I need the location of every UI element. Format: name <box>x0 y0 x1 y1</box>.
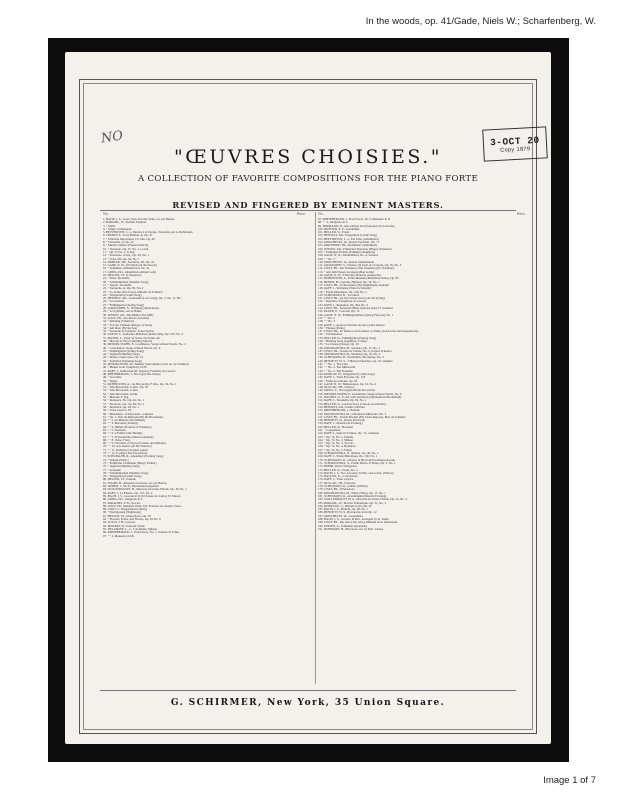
entry-title: 105. KIRCHNER, TH., Albumblatt (Albumleaf) <box>318 244 378 248</box>
entry-title: 39. MENDELSSOHN, F., Confidence. Songs without Words. No. 4 <box>103 343 186 347</box>
entry-title: 61. " No. 1. Près du Ruisseau (By the Brookside) <box>103 415 163 419</box>
entry-title: 35. " Serenade de Schubert. Transcription <box>103 330 154 334</box>
entry-title: 185. BACH, J. S., Prelude, Op. 48, No. 1 <box>318 508 369 512</box>
entry-title: 155. RHEINBERGER, J., Ballade <box>318 409 360 413</box>
entry-title: 169. RAFF, J., Etude Mélodique, Op. 130, No. 1 <box>318 455 378 459</box>
entry-title: 66. " " 6. L'Ermite (The Hermit) <box>103 432 143 436</box>
entry-title: 51. RUBINSTEIN, A., 1re Barcarolle, F min., Op. 30, No. 1 <box>103 382 177 386</box>
entry-title: 97. RHEINBERGER, J., Four Pieces. No 3, Menuetto in D <box>318 218 391 221</box>
entry-title: 115. RUBINSTEIN, A., Polka Bohème (Bohemian Polka), Op. 82 <box>318 277 399 281</box>
entry-title: 18. HELLER, ST., Il Penseroso <box>103 274 142 278</box>
entry-title: 93. LULLY, J. B., Gavotte <box>103 521 136 525</box>
entry-title: 4. " Tempo di Menuetto <box>103 227 132 231</box>
left-price-heading: Price. <box>297 212 306 216</box>
entry-title: 162. RAFF, J., Suite in E minor, Op. 72, complete <box>318 432 379 436</box>
entry-title: 62. " " 2. Le Menuet (The Minuet) <box>103 419 146 423</box>
entry-title: 9. " Marche funèbre (Funeral March) <box>103 244 149 248</box>
entry-title: 87. PARADIES, P. D., Toccata <box>103 501 141 505</box>
entry-title: 78. " Schlummerlied (Slumber Song) <box>103 471 149 475</box>
entry-title: 102. HENSELT, AD., Wiegenlied (Cradle Song) <box>318 234 377 238</box>
entry-title: 1. BACH, J. S., Loure from 3d Cello Suite, arr. par Heinze <box>103 218 175 221</box>
entry-title: 42. " Jagdlied (Hunting Song) <box>103 353 140 357</box>
entry-title: 17. GRIEG, ED., Albumblatt (Album Leaf) <box>103 270 157 274</box>
right-price-heading: Price. <box>517 212 526 216</box>
entry-title: 187. MOSCHELES, IG., Gondellied <box>318 514 363 518</box>
entry-title: 49. " Toccatina <box>103 376 122 380</box>
entry-title: 112. LISZT, FR., Der Wanderer (The Wanderer) (Fr. Schubert) <box>318 267 395 271</box>
entry-title: 132. " Enchantation <box>318 333 343 337</box>
entry-title: 26. " La Gondola <box>103 300 125 304</box>
catalog-entry <box>103 535 312 538</box>
left-number-heading: No. <box>103 212 109 216</box>
entry-title: 117. LISZT, FR., Le Rossignol (The Nightingale) Alabieff <box>318 283 390 287</box>
entry-title: 180. MOSZKOWSKI, M., Waltz (Valse), Op. 15, No. 1 <box>318 491 386 495</box>
entry-title: 58. " Romance, Op. 44, No. 1 <box>103 405 140 409</box>
entry-title: 184. REINECKE, C., Ballade in Ab, Op. 20 <box>318 504 372 508</box>
entry-title: 12. " Polonaise, A maj., Op. 40, No. 1 <box>103 254 150 258</box>
top-rule <box>100 210 516 211</box>
entry-title: 11. " Op. 37 No. 2, G maj. <box>103 250 136 254</box>
entry-title: 189. LISZT, FR., Der Asra (The Asra), Mélodie de A. Rubinstein <box>318 521 398 525</box>
entry-title: 129. RAFF, J., Aprés le matches de solo (After sunset) <box>318 323 385 327</box>
image-counter: Image 1 of 7 <box>543 775 596 786</box>
entry-title: 88. LISZT, FR., Maiden's Wish. Chr. Polonais de Chopin. Trans. <box>103 504 182 508</box>
entry-title: 41. " Frühlingslied (Spring Song) <box>103 349 144 353</box>
entry-title: 99. HOFMANN, H., Aus schöner Zeit (Potpourri du Souvenir) <box>318 224 395 228</box>
entry-title: 67. " " 7. El Dachtarma (Mauro-Oriental) <box>103 435 154 439</box>
entry-title: 56. " Romance, Eb, Op. 44, No. 1 <box>103 399 145 403</box>
entry-title: 57. " Nocturne, Gb, Op. 69, No. 2 <box>103 402 145 406</box>
catalog-right-column <box>318 218 532 686</box>
entry-title: 130. " Fileuse (Polka) <box>318 326 345 330</box>
entry-title: 157. LISZT, FR., Sei Du Frieden (My Sweet Repose), Mél. de Schubert <box>318 415 406 419</box>
entry-title: 156. MOSZKOWSKI, M., 2 Moments Musicaux, No. 2 <box>318 412 387 416</box>
right-number-heading: No. <box>318 212 324 216</box>
entry-title: 116. HUBER, H., Gavotte, Humour, Op. 14, No. 1 <box>318 280 380 284</box>
entry-title: 85. BACH, J. S., Gavotte in D (3d Sonata for Cello). W. Mason <box>103 494 181 498</box>
entry-title: 179. LISZT, FR., Il Penseroso <box>318 488 355 492</box>
entry-title: 71. " " 11. Romance (To meet again) <box>103 448 148 452</box>
entry-title: 33. " Lob der Thränen (Eulogy of Tears) <box>103 323 153 327</box>
entry-title: 122. " Rigoletto. Paraphrase de Concert <box>318 300 367 304</box>
entry-title: 82. WEBER, C. M. de, Mouvement perpétuel <box>103 485 159 489</box>
entry-title: 114. GADE, N. W., Scherzino, Bourrée (Aquarelle) <box>318 274 381 278</box>
entry-title: 171. SCHARWENKA, X., Polish Dance, E minor, Op. 3, No. 1 <box>318 461 396 465</box>
entry-title: 13. " Valse, Db, Op. 64, No. 1 <box>103 257 140 261</box>
entry-title: 147. GADE, N. W., Humoresque, Op. 19, No. 4 <box>318 382 377 386</box>
entry-title: 137. LISZT, FR., Soirées de Vienne, No. 6, d'après Schubert <box>318 349 392 353</box>
collection-title: "ŒUVRES CHOISIES." <box>173 146 442 168</box>
catalog-entry <box>318 528 532 531</box>
entry-title: 98. " " 4, Allegretto in A <box>318 221 348 225</box>
entry-title: 174. BACH, J. S., Two Gavottes, D min. and G min. (Wilson) <box>318 471 394 475</box>
entry-title: 164. " Op. 72, No. 2, Minuet <box>318 438 354 442</box>
entry-title: 43. " Rondo Capriccioso, Op. 14 <box>103 356 143 360</box>
entry-title: 134. " Hunting Song (Jagdlied), E major <box>318 339 368 343</box>
entry-title: 96. RHEINBERGER, J., Four Pieces, No. 1, Scherzo in F min. <box>103 531 180 535</box>
entry-title: 111. JADASSOHN, S., Scherzo (In form of a Canon), Op. 35, No. 3 <box>318 264 402 268</box>
entry-title: 103. BEETHOVEN, L. v., Für Elise (Albumblatt) <box>318 237 379 241</box>
catalog-left-column <box>103 218 312 686</box>
entry-title: 124. LISZT, FR., Serenade (Hark, hark the lark), Fr. Schubert <box>318 307 394 311</box>
entry-title: 55. " Mélodie, F maj. <box>103 396 130 400</box>
entry-title: 8. " Tarantelle, A; Op. 43 <box>103 241 134 245</box>
entry-title: 138. MOSZKOWSKI, M., Mazurka, Op. 10, No. 3 <box>318 353 381 357</box>
entry-title: 101. HELLER, St., Etude <box>318 231 350 235</box>
entry-title: 54. " 4me Barcarolle, A min. <box>103 392 138 396</box>
entry-title: 53. " 3me Barcarolle, G min. <box>103 389 139 393</box>
entry-title: 72. " " 12. Cortège (The Procession) <box>103 452 148 456</box>
entry-title: 158. BENNETT, W., Rondo Piacevole <box>318 419 365 423</box>
entry-title: 100. RICHTER, E. F., Gondellied <box>318 227 360 231</box>
entry-title: 128. " " No. 3 <box>318 320 335 324</box>
entry-title: 29. " La Sylphide, Air de Ballet <box>103 310 142 314</box>
entry-title: 23. " La Truite (The Trout), Mélodie de Schubert <box>103 290 163 294</box>
entry-title: 144. KJERULF, H., Wiegenlied (Cradle Song) <box>318 372 375 376</box>
entry-title: 59. " Valse Caprice, Eb <box>103 409 132 413</box>
entry-title: 175. HALLER, St., L'Avalanche <box>318 475 358 479</box>
entry-title: 16. " Sylphiden (Albumleaves, No. 2) <box>103 267 150 271</box>
entry-title: 92. " Flowers, Fruits, and Thorns, Op. 82 No. 9 <box>103 518 161 522</box>
entry-title: 94. MOZART, W., Pastoral Variée <box>103 524 145 528</box>
entry-title: 30. JENSEN, AD., Die Mühle (The Mill) <box>103 313 154 317</box>
entry-title: 107. " Erlkönigs Töchter (Erlking's Daughters) <box>318 250 376 254</box>
entry-title: 40. " Consolation. Songs without Words. No. 9 <box>103 346 161 350</box>
entry-title: 15. GADE, N. W., Im Walde (In the Woods) <box>103 264 157 268</box>
publisher-line: G. SCHIRMER, New York, 35 Union Square. <box>170 698 446 708</box>
entry-title: 27. " Frühlingslied (Spring Song) <box>103 303 144 307</box>
entry-title: 104. MOSCHELES, IG., Rondo Espressif, Op. 71 <box>318 241 380 245</box>
entry-title: 159. RAFF, J., Abends (At Evening) <box>318 422 363 426</box>
entry-title: 118. RAFF, J., Sicilienne (Suite in Sixtieth) <box>318 287 371 291</box>
entry-title: 176. RAFF, J., Valse Caprice <box>318 478 354 482</box>
entry-title: 20. " Schlummerlied (Slumber Song) <box>103 280 149 284</box>
entry-title: 83. WOLLENHAUPT, H., Morceau en forme d'Étude, Op. 39, No. 1 <box>103 488 187 492</box>
entry-title: 31. LISZT, FR., Ave Maria (Arcadelt) <box>103 316 150 320</box>
entry-title: 44. " Spinnlied (Spinning Song) <box>103 359 143 363</box>
entry-title: 110. MOSCHELES, IG., Rondo Sentimentale <box>318 260 374 264</box>
entry-title: 36. LOEWE C., Indisches Mädchen (Indian Tale), Op. 107, No. 2 <box>103 333 184 337</box>
entry-title: 178. SCHUMANN, R., Grillen (Whims) <box>318 485 368 489</box>
entry-title: 97. " " 2, Menuetto in Db <box>103 534 134 538</box>
entry-title: 7. " Fantaisie Impromptu, C#, min. Op. 66 <box>103 237 155 241</box>
entry-title: 70. " " 10. A la fenêtre (At the Window) <box>103 445 152 449</box>
entry-title: 148. KULLAK, TH., Scherzo <box>318 386 355 390</box>
entry-price <box>296 535 312 538</box>
entry-title: 24. " Wiegenlied (Cradle Song) <box>103 293 142 297</box>
entry-title: 191. HOFMANN, H., Barcarole, Arr. by Rob. Chafee <box>318 527 384 531</box>
scanned-page <box>48 38 569 762</box>
entry-title: 173. HELLER, St., Etude, No. 5 <box>318 468 358 472</box>
entry-title: 172. BOHM, Dance Villageoise <box>318 465 357 469</box>
title-page <box>65 52 551 744</box>
entry-title: 152. RAFF, J., Tarantella, Op. 82, No. 1 <box>318 399 367 403</box>
entry-title: 149. GRIEG, E., Norwegian Bridal Procession <box>318 389 375 393</box>
entry-title: 186. BENNETT, W. S., Barcarolle, from Op. 12 <box>318 511 377 515</box>
entry-title: 74. " Warum (Why?) <box>103 458 129 462</box>
entry-title: 10. " Nocturne, Op. 37, No. 1, G min. <box>103 247 150 251</box>
entry-title: 125. PAUER, E., Cascade, Op. 13 <box>318 310 360 314</box>
entry-title: 113. " Auf dem Wasser zu singen (Barcarolle) <box>318 270 374 274</box>
entry-title: 65. " " 5. Sentando <box>103 429 126 432</box>
entry-title: 76. " Jagdlied (Hunting Song) <box>103 465 140 469</box>
entry-title: 21. " Napoli, Tarantelle <box>103 283 132 287</box>
entry-title: 161. " Coquetterie <box>318 429 341 432</box>
entry-title: 167. " Op. 72, No. 5, Fugue <box>318 448 352 452</box>
entry-title: 34. " Am Meer (By the Sea) <box>103 326 138 330</box>
entry-title: 141. " " No. 1. The Lake <box>318 363 348 367</box>
entry-title: 95. DELAHAYE, L. L., Colombine, Minuet <box>103 527 157 531</box>
entry-title: 25. HENSELT, AD., Liebeslied (Love Song), Op. 5, No. 11, Bb <box>103 297 181 301</box>
entry-title: 188. BACH, J. S., Gavotte, B min., Arranged by St. Saëns <box>318 518 389 522</box>
entry-title: 75. " Fröhlicher Landmann (Happy Farmer) <box>103 461 157 465</box>
entry-title: 6. CHOPIN, F., Trois Ballade, A; Op. 47 <box>103 234 153 238</box>
document-caption: In the woods, op. 41/Gade, Niels W.; Scharfenberg, W. <box>365 16 596 27</box>
entry-title: 153. HELLER, St., Curious Story (Curiose Geschichte) <box>318 402 386 406</box>
entry-title: 46. " Minuet from Symphony, in Eb <box>103 366 147 370</box>
entry-title: 181. SCHUMANN, R., Abendmusik (Musical Evening) <box>318 494 387 498</box>
entry-title: 145. RAFF, J., Valse Favorite, Op. 118 <box>318 376 366 380</box>
entry-title: 64. " " 4. Hallali (Flourish of Trumpets) <box>103 425 152 429</box>
entry-title: 14. DOHLER, TH., Nocturne, Db, Op. 24 <box>103 260 155 264</box>
handwritten-mark: NO <box>100 128 124 147</box>
entry-title: 77. " Arabeske <box>103 468 121 472</box>
entry-title: 108. GADE, N. W., Albumblätter, No. 4, Scherzo <box>318 254 379 258</box>
entry-title: 19. " Petite Tarantelle <box>103 277 130 281</box>
entry-title: 38. " Marche de Noce (Wedding March) <box>103 339 153 343</box>
entry-title: 48. RHEINBERGER, J., Die Jagd (The Chase) <box>103 372 161 376</box>
entry-title: 126. GADE, N. W., Frühlingsblumen (Spring Flowers), No. 1 <box>318 313 394 317</box>
entry-title: 131. LISZT, FR., O! Wenn es doch immer so bliebe (Gold is the field beneath me) <box>318 330 419 334</box>
entry-title: 146. " Polka de la Reine, Op. 95 <box>318 379 358 383</box>
entry-title: 106. JENSEN, AD., Fröhlicher Wanderer (Happy Wanderer) <box>318 247 392 251</box>
entry-title: 140. BENNETT, W. S., 3 Musical Sketches, Op. 10 complete <box>318 359 393 363</box>
entry-title: 170. SCHUMANN, R., Scherzo in Bb from Faschingsschwank <box>318 458 395 462</box>
entry-title: 89. VOGT, J., Wiegenlied (Lullaby) <box>103 508 147 512</box>
entry-title: 86. GRIEG, ED., Allegretto in C <box>103 498 143 502</box>
bottom-rule <box>100 690 516 691</box>
entry-title: 22. " Tarantelle, A; Op. 85, No. 2 <box>103 287 144 291</box>
entry-title: 28. JADASSOHN, S., Widmung (Dedication) <box>103 307 160 311</box>
stamp-date: 3-OCT 20 <box>489 134 540 148</box>
entry-title: 63. " " 3. Berceuse (Lullaby) <box>103 422 139 426</box>
entry-title: 50. " Fugue <box>103 379 118 383</box>
entry-title: 79. " Wiegenlied (Cradle Song) <box>103 475 142 479</box>
entry-title: 135. " La Chasse (Chase), Op. 29 <box>318 343 359 347</box>
entry-title: 136. MOSZKOWSKI, M., Serenata, Op. 15, No. 1 <box>318 346 380 350</box>
entry-title: 177. KULLAK, TH., Pastorale <box>318 481 356 485</box>
entry-title: 5. BEETHOVEN, L. v., Marche à la Turque. Transcrite par A. Rubinstein <box>103 231 193 235</box>
entry-title: 150. MENDELSSOHN, F., Gondellied. Songs without Words, No. 6 <box>318 392 402 396</box>
entry-price <box>516 528 532 531</box>
entry-title: 32. " Erlkönig (Schubert) <box>103 320 134 324</box>
entry-title: 80. HELLER, ST., Prelude <box>103 478 136 482</box>
collection-subtitle: A COLLECTION OF FAVORITE COMPOSITIONS FOR THE PIANO FORTE <box>137 174 479 184</box>
entry-title: 3. " Idylle <box>103 224 116 228</box>
entry-title: 168. SCHARWENKA, X., Minuet, Op. 49, No. 1 <box>318 452 379 456</box>
entry-title: 123. RAFF, J., Rigaudon, Op. 204, No. 3 <box>318 303 368 307</box>
entry-title: 69. " " 9. Chevalier et Payse (Cavalier and Maiden) <box>103 442 166 446</box>
entry-title: 84. RAFF, J., La Fileuse, Op. 157, No. 2 <box>103 491 153 495</box>
entry-title: 190. JENSEN, A., Schnellen (Serenade) <box>318 524 367 528</box>
entry-title: 90. " Nachtgesang (Nightsong) <box>103 511 141 515</box>
entry-title: 68. " " 8. Valse, F maj. <box>103 438 131 442</box>
entry-title: 47. RAFF, J., Tambourin (R. Wagner), Fantaisie de Concert <box>103 369 176 373</box>
entry-title: 119. " Etude Mélodique, Op. 130, No. 2 <box>318 290 367 294</box>
entry-title: 120. SCHUMANN, R., Toccatina <box>318 293 360 297</box>
entry-title: 154. HENSELT, AD., Poème d'Amour <box>318 405 365 409</box>
entry-title: 52. " 2me Barcarolle, G min., Op. 50 <box>103 386 149 390</box>
revised-note: REVISED AND FINGERED BY EMINENT MASTERS. <box>172 200 444 210</box>
stamp-copy: Copy 1879 <box>500 145 531 154</box>
entry-title: 143. " " No. 3. The Fountain <box>318 369 353 373</box>
entry-title: 166. " Op. 72, No. 4, Romance <box>318 445 356 449</box>
entry-title: 160. HELLER, St., Brooklet <box>318 425 353 429</box>
entry-title: 183. BARGIEL, W., Marche Fantastique, Op. 31, No. 3 <box>318 501 386 505</box>
entry-title: 151. HANDEL, G. F., Air with Variations (Harmonious Blacksmith) <box>318 396 402 400</box>
entry-title: 73. SCHUMANN, R., Abendlied (Evening Song) <box>103 455 164 459</box>
entry-title: 133. HELLER, St., Frühlingslied (Spring Song) <box>318 336 377 340</box>
entry-title: 2. BARGIEL, W., Premier Papillon <box>103 221 147 225</box>
entry-title: 81. TOURS, B., Allegretto Grazioso, arr. par Barnes <box>103 481 167 485</box>
entry-title: 182. WOLLENHAUPT, H. A., Morceau en forme d'Étude, Op. 22, No. 4 <box>318 498 407 502</box>
entry-title: 37. MAYER, C., Fleur de Salon, Nocturne, Ab <box>103 336 160 340</box>
entry-title: 127. " " No. 2 <box>318 316 335 320</box>
entry-title: 45. MOSZKOWSKI, M., Menuet from Quintet, in D, arr. by Schuhoff <box>103 363 189 367</box>
entry-title: 109. " " No. 3 <box>318 257 335 261</box>
entry-title: 60. " Miniatures, 12 Morceaux, complete <box>103 412 154 416</box>
entry-title: 163. " Op. 72, No. 1, Prelude <box>318 435 354 439</box>
entry-title: 142. " " No. 2. The Millstream <box>318 366 356 370</box>
entry-title: 121. LISZT, FR., Au bord d'une source (At the Spring) <box>318 297 385 301</box>
entry-title: 165. " Op. 72, No. 3, Toccata <box>318 442 354 446</box>
entry-title: 91. HELLER, ST., Improvisata, Op. 18 <box>103 514 151 518</box>
entry-title: 139. SCHUMANN, R., Nachtstück (Nocturne), No. 4 <box>318 356 384 360</box>
column-divider <box>315 212 316 684</box>
